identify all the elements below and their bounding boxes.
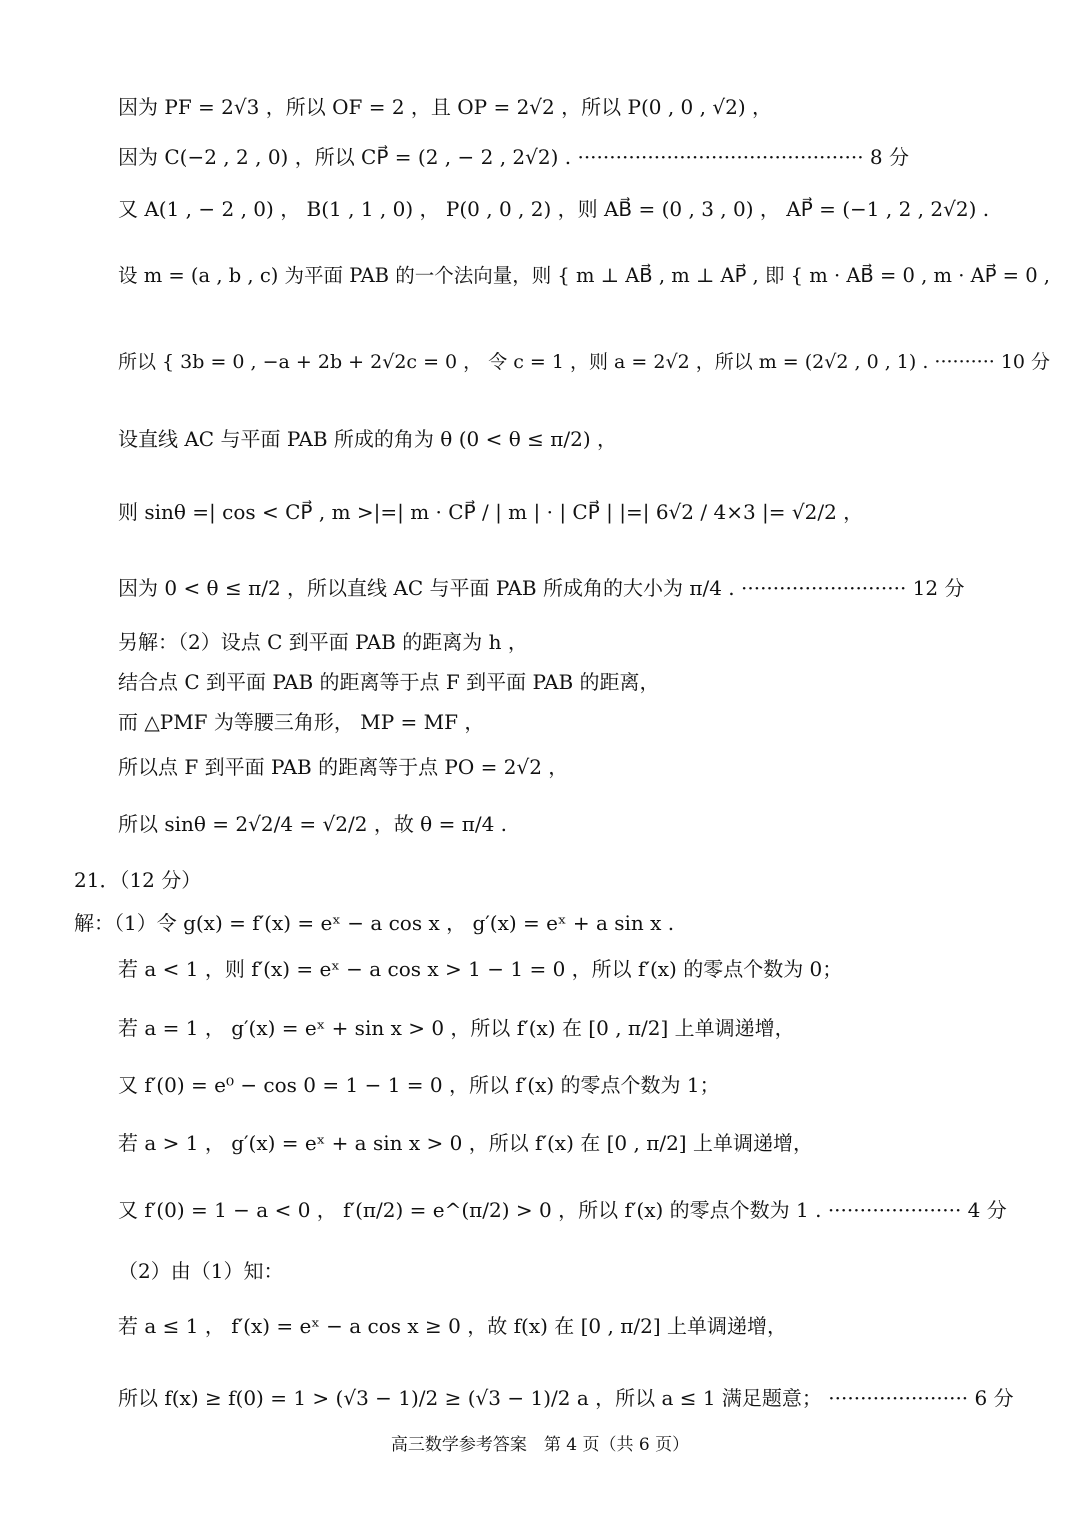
text-line: 解：（1）令 g(x) = f′(x) = eˣ − a cos x ， g′(x) = eˣ + a sin x . [74, 911, 675, 935]
text-line: 所以 { 3b = 0 , −a + 2b + 2√2c = 0 ， 令 c = 1 ，则 a = 2√2 ，所以 m = (2√2 , 0 , 1) . ·········· 10 分 [118, 351, 1051, 373]
text-line: 设直线 AC 与平面 PAB 所成的角为 θ (0 < θ ≤ π/2) ， [118, 427, 617, 451]
text-line: 所以点 F 到平面 PAB 的距离等于点 PO = 2√2 ， [118, 755, 569, 779]
page-footer: 高三数学参考答案 第 4 页（共 6 页） [390, 1435, 690, 1455]
text-line: （2）由（1）知： [118, 1259, 284, 1283]
text-line: 所以 f(x) ≥ f(0) = 1 > (√3 − 1)/2 ≥ (√3 − 1)/2 a ，所以 a ≤ 1 满足题意； ······················ 6 分 [118, 1386, 1014, 1410]
text-line: 又 f′(0) = 1 − a < 0 ， f′(π/2) = e^(π/2) > 0 ，所以 f′(x) 的零点个数为 1 . ····················· 4 分 [118, 1198, 1007, 1222]
text-line: 因为 0 < θ ≤ π/2 ，所以直线 AC 与平面 PAB 所成角的大小为 π/4 . ·························· 12 分 [118, 576, 965, 600]
text-line: 又 A(1 , − 2 , 0) ， B(1 , 1 , 0) ， P(0 , 0 , 2) ，则 AB⃗ = (0 , 3 , 0) ， AP⃗ = (−1 , 2 , 2√2) . [118, 197, 990, 221]
text-line: 若 a = 1 ， g′(x) = eˣ + sin x > 0 ，所以 f′(x) 在 [0 , π/2] 上单调递增， [118, 1016, 795, 1040]
text-line: 设 m = (a , b , c) 为平面 PAB 的一个法向量，则 { m ⊥ AB⃗ , m ⊥ AP⃗ , 即 { m · AB⃗ = 0 , m · AP⃗ = 0 , [118, 264, 1051, 287]
text-line: 另解：（2）设点 C 到平面 PAB 的距离为 h ， [118, 630, 528, 654]
text-line: 因为 C(−2 , 2 , 0) ，所以 CP⃗ = (2 , − 2 , 2√2) . ············································· 8 分 [118, 145, 909, 169]
text-line: 若 a < 1 ，则 f′(x) = eˣ − a cos x > 1 − 1 = 0 ，所以 f′(x) 的零点个数为 0； [118, 957, 843, 981]
text-line: 因为 PF = 2√3 ，所以 OF = 2 ，且 OP = 2√2 ，所以 P(0 , 0 , √2) ， [118, 95, 772, 119]
text-line: 若 a ≤ 1 ， f′(x) = eˣ − a cos x ≥ 0 ，故 f(x) 在 [0 , π/2] 上单调递增， [118, 1314, 787, 1338]
text-line: 若 a > 1 ， g′(x) = eˣ + a sin x > 0 ，所以 f′(x) 在 [0 , π/2] 上单调递增， [118, 1131, 813, 1155]
text-line: 所以 sinθ = 2√2/4 = √2/2 ，故 θ = π/4 . [118, 812, 508, 836]
text-line: 则 sinθ =| cos < CP⃗ , m >|=| m · CP⃗ / | m | · | CP⃗ | |=| 6√2 / 4×3 |= √2/2 ， [118, 500, 864, 524]
question-heading: 21．（12 分） [74, 868, 202, 892]
text-line: 而 △PMF 为等腰三角形， MP = MF ， [118, 710, 485, 734]
text-line: 又 f′(0) = e⁰ − cos 0 = 1 − 1 = 0 ，所以 f′(x) 的零点个数为 1； [118, 1073, 720, 1097]
text-line: 结合点 C 到平面 PAB 的距离等于点 F 到平面 PAB 的距离， [118, 670, 660, 694]
